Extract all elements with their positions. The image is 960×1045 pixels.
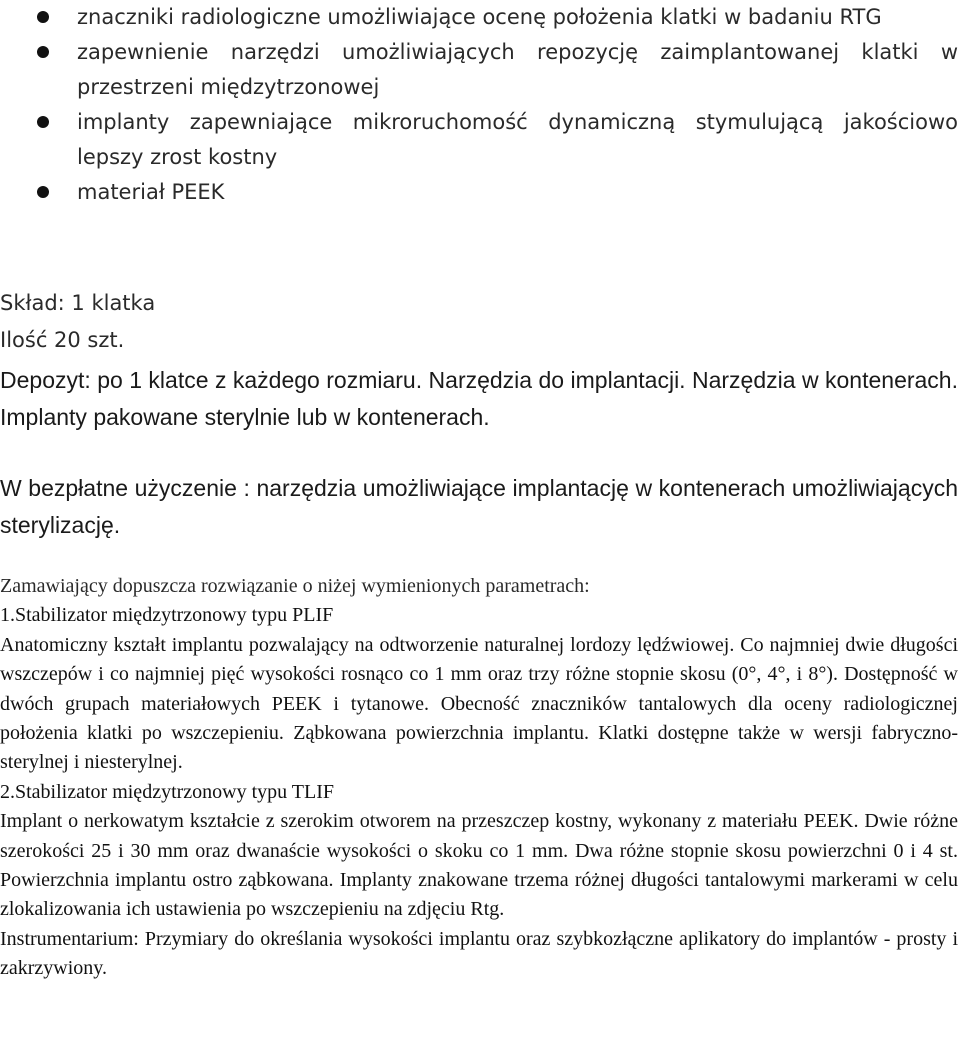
- bullet-item: [0, 35, 960, 105]
- bullet-text: znaczniki radiologiczne umożliwiające ocenę położenia klatki w badaniu RTG: [77, 5, 882, 29]
- bullet-dot-icon: [37, 186, 49, 198]
- bullet-text: materiał PEEK: [77, 180, 225, 204]
- composition-line: Skład: 1 klatka: [0, 291, 156, 315]
- bullet-text: implanty zapewniające mikroruchomość dynamiczną stymulującą jakościowo lepszy zrost kostny: [77, 110, 958, 169]
- bullet-dot-icon: [37, 11, 49, 23]
- quantity-line: Ilość 20 szt.: [0, 328, 125, 352]
- spec-intro: Zamawiający dopuszcza rozwiązanie o niżej wymienionych parametrach:: [0, 575, 590, 597]
- item-1-body: Anatomiczny kształt implantu pozwalający na odtworzenie naturalnej lordozy lędźwiowej. Co najmniej dwie długości wszczepów i co najmniej pięć wysokości rosnąco co 1 mm oraz trzy różne stopnie skosu (0°, 4°, i 8°). Dostępność w dwóch grupach materiałowych PEEK i tytanowe. Obecność znaczników tantalowych dla oceny radiologicznej położenia klatki po wszczepieniu. Ząbkowana powierzchnia implantu. Klatki dostępne także w wersji fabryczno-sterylnej i niesterylnej.: [0, 633, 958, 774]
- item-1-heading: 1.Stabilizator międzytrzonowy typu PLIF: [0, 604, 334, 627]
- bullet-item: [0, 105, 960, 175]
- bullet-dot-icon: [37, 116, 49, 128]
- bullet-item: [0, 0, 960, 35]
- loan-paragraph: W bezpłatne użyczenie : narzędzia umożliwiające implantację w kontenerach umożliwiających sterylizację.: [0, 475, 958, 538]
- bullet-dot-icon: [37, 46, 49, 58]
- deposit-paragraph: Depozyt: po 1 klatce z każdego rozmiaru. Narzędzia do implantacji. Narzędzia w kontenerach. Implanty pakowane sterylnie lub w kontenerach.: [0, 367, 958, 430]
- bullet-text: zapewnienie narzędzi umożliwiających repozycję zaimplantowanej klatki w przestrzeni międzytrzonowej: [77, 40, 958, 99]
- bullet-item: [0, 175, 960, 210]
- item-2-body: Implant o nerkowatym kształcie z szerokim otworem na przeszczep kostny, wykonany z materiału PEEK. Dwie różne szerokości 25 i 30 mm oraz dwanaście wysokości o skoku co 1 mm. Dwa różne stopnie skosu powierzchni 0 i 4 st. Powierzchnia implantu ostro ząbkowana. Implanty znakowane trzema różnej długości tantalowymi markerami w celu zlokalizowania ich ustawienia po wszczepieniu na zdjęciu Rtg.: [0, 810, 958, 921]
- item-2-heading: 2.Stabilizator międzytrzonowy typu TLIF: [0, 780, 335, 803]
- composition-block: [0, 285, 960, 359]
- item-2-instrumentarium: Instrumentarium: Przymiary do określania wysokości implantu oraz szybkozłączne aplikatory do implantów - prosty i zakrzywiony.: [0, 927, 958, 980]
- feature-bullet-list: [0, 0, 960, 210]
- specification-section: [0, 572, 958, 984]
